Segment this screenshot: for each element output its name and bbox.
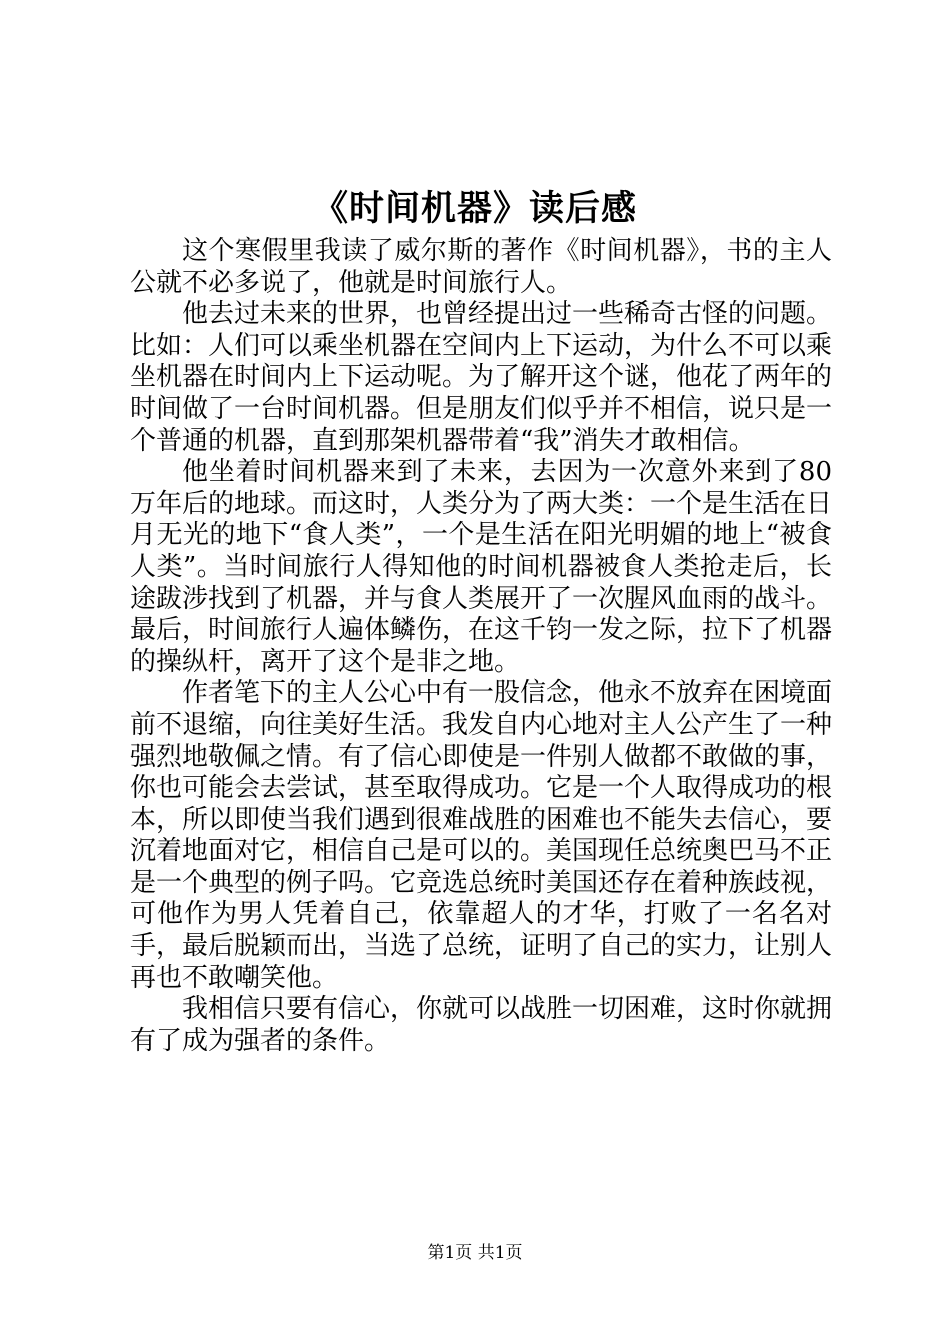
paragraph-1: 这个寒假里我读了威尔斯的著作《时间机器》，书的主人公就不必多说了，他就是时间旅行人。 (130, 236, 832, 298)
page-footer: 第1页 共1页 (427, 1243, 523, 1263)
paragraph-5: 我相信只要有信心，你就可以战胜一切困难，这时你就拥有了成为强者的条件。 (130, 994, 833, 1056)
document-body (130, 236, 832, 1057)
paragraph-2: 他去过未来的世界，也曾经提出过一些稀奇古怪的问题。比如：人们可以乘坐机器在空间内上下运动，为什么不可以乘坐机器在时间内上下运动呢。为了解开这个谜，他花了两年的时间做了一台时间机器。但是朋友们似乎并不相信，说只是一个普通的机器，直到那架机器带着“我”消失才敢相信。 (130, 299, 833, 456)
document-title: 《时间机器》读后感 (312, 188, 637, 229)
paragraph-4: 作者笔下的主人公心中有一股信念，他永不放弃在困境面前不退缩，向往美好生活。我发自内心地对主人公产生了一种强烈地敬佩之情。有了信心即使是一件别人做都不敢做的事，你也可能会去尝试，甚至取得成功。它是一个人取得成功的根本，所以即使当我们遇到很难战胜的困难也不能失去信心，要沉着地面对它，相信自己是可以的。美国现任总统奥巴马不正是一个典型的例子吗。它竞选总统时美国还存在着种族歧视，可他作为男人凭着自己，依靠超人的才华，打败了一名名对手，最后脱颖而出，当选了总统，证明了自己的实力，让别人再也不敢嘲笑他。 (130, 678, 833, 993)
paragraph-3: 他坐着时间机器来到了未来，去因为一次意外来到了80万年后的地球。而这时，人类分为了两大类：一个是生活在日月无光的地下“食人类”，一个是生活在阳光明媚的地上“被食人类”。当时间旅行人得知他的时间机器被食人类抢走后，长途跋涉找到了机器，并与食人类展开了一次腥风血雨的战斗。最后，时间旅行人遍体鳞伤，在这千钧一发之际，拉下了机器的操纵杆，离开了这个是非之地。 (130, 457, 833, 677)
